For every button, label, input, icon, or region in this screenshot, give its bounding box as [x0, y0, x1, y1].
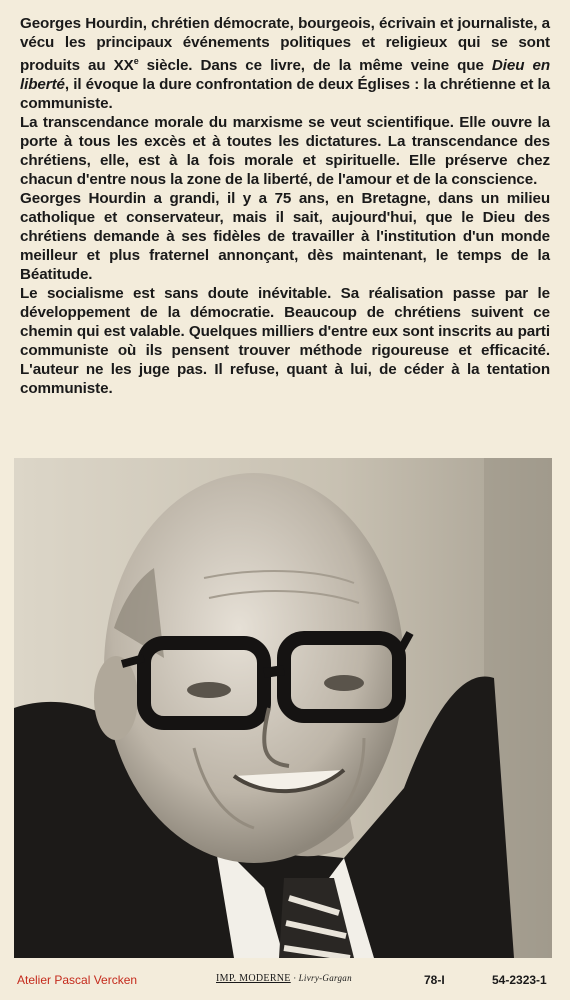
design-studio-credit: Atelier Pascal Vercken	[17, 973, 138, 987]
author-portrait-photo	[14, 458, 552, 958]
footer-credits	[0, 970, 570, 992]
back-cover-text	[20, 14, 550, 398]
printer-credit: IMP. MODERNE · Livry-Gargan	[216, 973, 352, 984]
paragraph-2: La transcendance morale du marxisme se veut scientifique. Elle ouvre la porte à tous les excès et à toutes les dictatures. La transcendance des chrétiens, elle, est à la fois morale et spirituelle. Elle préserve chez chacun d'entre nous la zone de la liberté, de l'amour et de la conscience.	[20, 114, 550, 189]
catalog-number: 54-2323-1	[492, 973, 547, 987]
print-code: 78-I	[424, 973, 445, 987]
paragraph-1: Georges Hourdin, chrétien démocrate, bourgeois, écrivain et journaliste, a vécu les principaux événements politiques et religieux qui se sont produits au XXe siècle. Dans ce livre, de la même veine que Dieu en liberté, il évoque la dure confrontation de deux Églises : la chrétienne et la communiste.	[20, 15, 551, 113]
paragraph-3: Georges Hourdin a grandi, il y a 75 ans, en Bretagne, dans un milieu catholique et conservateur, mais il sait, aujourd'hui, que le Dieu des chrétiens demande à ses fidèles de travailler à l'institution d'un monde meilleur et plus fraternel annonçant, dès maintenant, le temps de la Béatitude.	[20, 190, 550, 284]
portrait-illustration	[14, 458, 552, 958]
paragraph-4: Le socialisme est sans doute inévitable. Sa réalisation passe par le développement de la démocratie. Beaucoup de chrétiens suivent ce chemin qui est valable. Quelques milliers d'entre eux sont inscrits au parti communiste où ils pensent trouver méthode rigoureuse et efficacité. L'auteur ne les juge pas. Il refuse, quant à lui, de céder à la tentation communiste.	[20, 285, 550, 398]
